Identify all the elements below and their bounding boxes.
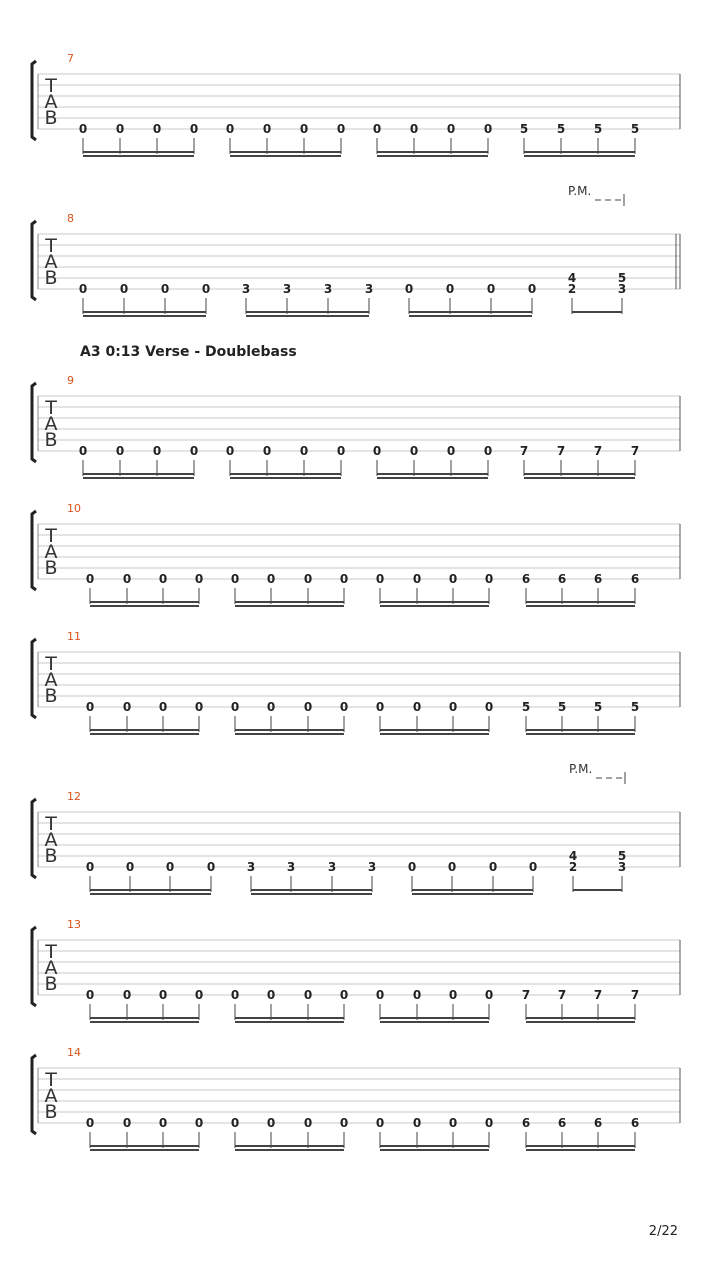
fret-number: 7 bbox=[521, 988, 531, 1002]
tab-system bbox=[32, 344, 680, 478]
beam-group bbox=[231, 572, 348, 606]
fret-number: 0 bbox=[303, 572, 313, 586]
system-bracket bbox=[32, 383, 36, 462]
beam-group bbox=[231, 988, 348, 1022]
fret-number-upper: 5 bbox=[617, 271, 627, 285]
fret-number: 0 bbox=[158, 1116, 168, 1130]
fret-number: 0 bbox=[445, 282, 455, 296]
fret-number: 0 bbox=[527, 282, 537, 296]
measure-number: 13 bbox=[67, 918, 81, 931]
fret-number: 6 bbox=[630, 572, 640, 586]
fret-number: 6 bbox=[521, 572, 531, 586]
beam-group bbox=[86, 572, 203, 606]
fret-number: 0 bbox=[339, 572, 349, 586]
fret-number: 6 bbox=[557, 572, 567, 586]
fret-number: 0 bbox=[230, 988, 240, 1002]
beam-group bbox=[520, 122, 639, 156]
fret-number: 0 bbox=[339, 700, 349, 714]
tab-system bbox=[32, 1046, 680, 1150]
fret-number: 0 bbox=[488, 860, 498, 874]
fret-number: 3 bbox=[323, 282, 333, 296]
tab-clef-letter: T bbox=[45, 653, 57, 675]
beam-group bbox=[405, 282, 536, 316]
beam-group bbox=[226, 122, 345, 156]
fret-number: 0 bbox=[448, 572, 458, 586]
beam-group bbox=[373, 122, 492, 156]
systems-layer bbox=[32, 52, 680, 1150]
fret-number: 3 bbox=[241, 282, 251, 296]
tab-system bbox=[32, 52, 680, 156]
fret-number: 5 bbox=[519, 122, 529, 136]
fret-number: 3 bbox=[327, 860, 337, 874]
beam-group bbox=[79, 444, 198, 478]
system-bracket bbox=[32, 221, 36, 300]
fret-number: 0 bbox=[122, 572, 132, 586]
beam-group bbox=[86, 860, 215, 894]
measure-number: 7 bbox=[67, 52, 74, 65]
fret-number: 0 bbox=[262, 444, 272, 458]
tab-system bbox=[32, 184, 680, 316]
beam-group bbox=[376, 700, 493, 734]
fret-number: 3 bbox=[364, 282, 374, 296]
beam-group bbox=[86, 700, 203, 734]
fret-number: 0 bbox=[412, 988, 422, 1002]
fret-number: 0 bbox=[160, 282, 170, 296]
beam-group bbox=[231, 700, 348, 734]
fret-number: 0 bbox=[303, 700, 313, 714]
tab-clef-letter: B bbox=[44, 557, 58, 579]
tab-clef-letter: A bbox=[44, 91, 58, 113]
fret-number: 0 bbox=[122, 700, 132, 714]
beam-group bbox=[376, 988, 493, 1022]
system-bracket bbox=[32, 61, 36, 140]
tab-clef-letter: B bbox=[44, 429, 58, 451]
fret-number: 5 bbox=[593, 122, 603, 136]
fret-number: 0 bbox=[85, 572, 95, 586]
fret-number: 0 bbox=[486, 282, 496, 296]
fret-number: 0 bbox=[372, 444, 382, 458]
measure-number: 11 bbox=[67, 630, 81, 643]
fret-number: 0 bbox=[158, 572, 168, 586]
fret-number: 0 bbox=[230, 1116, 240, 1130]
measure-number: 8 bbox=[67, 212, 74, 225]
system-bracket bbox=[32, 639, 36, 718]
tab-clef-letter: B bbox=[44, 845, 58, 867]
fret-number: 7 bbox=[593, 444, 603, 458]
fret-number: 0 bbox=[115, 122, 125, 136]
fret-number: 0 bbox=[194, 1116, 204, 1130]
beam-group bbox=[86, 1116, 203, 1150]
fret-number: 0 bbox=[206, 860, 216, 874]
tab-clef-letter: A bbox=[44, 541, 58, 563]
beam-group bbox=[231, 1116, 348, 1150]
fret-number: 3 bbox=[282, 282, 292, 296]
tab-clef-letter: A bbox=[44, 829, 58, 851]
fret-number: 0 bbox=[85, 860, 95, 874]
fret-number: 0 bbox=[158, 700, 168, 714]
tab-clef-letter: T bbox=[45, 235, 57, 257]
fret-number: 3 bbox=[246, 860, 256, 874]
fret-number: 0 bbox=[122, 1116, 132, 1130]
tab-clef-letter: A bbox=[44, 1085, 58, 1107]
tab-system bbox=[32, 918, 680, 1022]
fret-number: 0 bbox=[78, 282, 88, 296]
fret-number: 7 bbox=[593, 988, 603, 1002]
fret-number: 0 bbox=[262, 122, 272, 136]
fret-number: 5 bbox=[521, 700, 531, 714]
beam-group bbox=[522, 988, 639, 1022]
fret-number: 0 bbox=[230, 700, 240, 714]
fret-number: 0 bbox=[225, 122, 235, 136]
fret-number: 0 bbox=[483, 444, 493, 458]
fret-number: 0 bbox=[375, 1116, 385, 1130]
page-number: 2/22 bbox=[648, 1224, 678, 1239]
beam-group bbox=[242, 282, 373, 316]
system-bracket bbox=[32, 511, 36, 590]
fret-number: 0 bbox=[484, 988, 494, 1002]
fret-number: 5 bbox=[556, 122, 566, 136]
fret-number: 0 bbox=[412, 1116, 422, 1130]
fret-number: 0 bbox=[409, 122, 419, 136]
palm-mute-label: P.M. bbox=[569, 762, 593, 776]
fret-number: 7 bbox=[557, 988, 567, 1002]
fret-number: 3 bbox=[617, 282, 627, 296]
fret-number: 0 bbox=[299, 122, 309, 136]
fret-number: 7 bbox=[556, 444, 566, 458]
section-title: A3 0:13 Verse - Doublebass bbox=[80, 344, 297, 360]
fret-number: 0 bbox=[339, 1116, 349, 1130]
fret-number: 0 bbox=[189, 444, 199, 458]
fret-number: 0 bbox=[412, 572, 422, 586]
fret-number: 0 bbox=[448, 700, 458, 714]
beam-group bbox=[522, 572, 639, 606]
measure-number: 14 bbox=[67, 1046, 81, 1059]
beam-group bbox=[408, 860, 537, 894]
system-bracket bbox=[32, 1055, 36, 1134]
tab-clef-letter: B bbox=[44, 1101, 58, 1123]
fret-number: 0 bbox=[189, 122, 199, 136]
fret-number: 0 bbox=[446, 444, 456, 458]
fret-number: 0 bbox=[225, 444, 235, 458]
fret-number: 2 bbox=[567, 282, 577, 296]
beam-group bbox=[79, 122, 198, 156]
fret-number: 5 bbox=[630, 700, 640, 714]
fret-number: 0 bbox=[266, 700, 276, 714]
fret-number: 0 bbox=[448, 988, 458, 1002]
fret-number: 0 bbox=[336, 122, 346, 136]
fret-number: 0 bbox=[447, 860, 457, 874]
fret-number: 0 bbox=[375, 700, 385, 714]
beam-group bbox=[520, 444, 639, 478]
fret-number: 0 bbox=[201, 282, 211, 296]
fret-number: 0 bbox=[152, 122, 162, 136]
tab-clef-letter: B bbox=[44, 107, 58, 129]
fret-number-upper: 4 bbox=[568, 849, 578, 863]
fret-number: 0 bbox=[375, 572, 385, 586]
system-bracket bbox=[32, 799, 36, 878]
beam-group bbox=[376, 1116, 493, 1150]
tab-clef-letter: A bbox=[44, 669, 58, 691]
fret-number: 0 bbox=[299, 444, 309, 458]
fret-number: 0 bbox=[484, 572, 494, 586]
fret-number: 0 bbox=[85, 988, 95, 1002]
fret-number: 0 bbox=[119, 282, 129, 296]
system-bracket bbox=[32, 927, 36, 1006]
fret-number: 0 bbox=[528, 860, 538, 874]
fret-number: 0 bbox=[266, 572, 276, 586]
tab-clef-letter: T bbox=[45, 1069, 57, 1091]
fret-number: 0 bbox=[336, 444, 346, 458]
beam-group bbox=[376, 572, 493, 606]
tab-clef-letter: B bbox=[44, 685, 58, 707]
tab-clef-letter: A bbox=[44, 413, 58, 435]
tab-system bbox=[32, 502, 680, 606]
tab-clef-letter: B bbox=[44, 267, 58, 289]
fret-number: 6 bbox=[630, 1116, 640, 1130]
fret-number: 0 bbox=[448, 1116, 458, 1130]
fret-number: 2 bbox=[568, 860, 578, 874]
fret-number: 7 bbox=[519, 444, 529, 458]
beam-group bbox=[247, 860, 376, 894]
fret-number: 0 bbox=[484, 1116, 494, 1130]
tab-clef-letter: A bbox=[44, 251, 58, 273]
fret-number: 0 bbox=[339, 988, 349, 1002]
fret-number: 0 bbox=[125, 860, 135, 874]
fret-number: 0 bbox=[158, 988, 168, 1002]
fret-number: 0 bbox=[115, 444, 125, 458]
beam-group bbox=[569, 849, 626, 892]
fret-number: 0 bbox=[266, 1116, 276, 1130]
fret-number: 0 bbox=[78, 444, 88, 458]
tab-system bbox=[32, 630, 680, 734]
beam-group bbox=[79, 282, 210, 316]
tab-clef-letter: T bbox=[45, 397, 57, 419]
fret-number: 5 bbox=[593, 700, 603, 714]
fret-number: 0 bbox=[407, 860, 417, 874]
fret-number: 0 bbox=[122, 988, 132, 1002]
fret-number: 0 bbox=[446, 122, 456, 136]
fret-number-upper: 5 bbox=[617, 849, 627, 863]
fret-number: 5 bbox=[630, 122, 640, 136]
tab-clef-letter: T bbox=[45, 941, 57, 963]
beam-group bbox=[522, 700, 639, 734]
fret-number: 0 bbox=[409, 444, 419, 458]
fret-number: 6 bbox=[521, 1116, 531, 1130]
fret-number: 0 bbox=[165, 860, 175, 874]
fret-number: 5 bbox=[557, 700, 567, 714]
fret-number: 0 bbox=[152, 444, 162, 458]
fret-number: 0 bbox=[194, 572, 204, 586]
palm-mute-label: P.M. bbox=[568, 184, 592, 198]
tab-clef-letter: T bbox=[45, 75, 57, 97]
tab-clef-letter: T bbox=[45, 813, 57, 835]
beam-group bbox=[226, 444, 345, 478]
beam-group bbox=[373, 444, 492, 478]
fret-number: 0 bbox=[78, 122, 88, 136]
fret-number: 0 bbox=[230, 572, 240, 586]
fret-number: 6 bbox=[593, 572, 603, 586]
measure-number: 9 bbox=[67, 374, 74, 387]
fret-number: 0 bbox=[372, 122, 382, 136]
fret-number: 0 bbox=[85, 700, 95, 714]
measure-number: 10 bbox=[67, 502, 81, 515]
fret-number: 3 bbox=[286, 860, 296, 874]
fret-number: 7 bbox=[630, 988, 640, 1002]
beam-group bbox=[568, 271, 626, 314]
fret-number-upper: 4 bbox=[567, 271, 577, 285]
fret-number: 0 bbox=[375, 988, 385, 1002]
fret-number: 0 bbox=[194, 700, 204, 714]
fret-number: 0 bbox=[194, 988, 204, 1002]
tab-clef-letter: T bbox=[45, 525, 57, 547]
tab-system bbox=[32, 762, 680, 894]
fret-number: 0 bbox=[404, 282, 414, 296]
fret-number: 0 bbox=[303, 988, 313, 1002]
fret-number: 0 bbox=[412, 700, 422, 714]
measure-number: 12 bbox=[67, 790, 81, 803]
beam-group bbox=[522, 1116, 639, 1150]
fret-number: 0 bbox=[484, 700, 494, 714]
beam-group bbox=[86, 988, 203, 1022]
fret-number: 7 bbox=[630, 444, 640, 458]
tab-clef-letter: B bbox=[44, 973, 58, 995]
fret-number: 0 bbox=[303, 1116, 313, 1130]
fret-number: 3 bbox=[617, 860, 627, 874]
fret-number: 6 bbox=[557, 1116, 567, 1130]
fret-number: 3 bbox=[367, 860, 377, 874]
fret-number: 0 bbox=[483, 122, 493, 136]
fret-number: 6 bbox=[593, 1116, 603, 1130]
tab-clef-letter: A bbox=[44, 957, 58, 979]
fret-number: 0 bbox=[85, 1116, 95, 1130]
fret-number: 0 bbox=[266, 988, 276, 1002]
